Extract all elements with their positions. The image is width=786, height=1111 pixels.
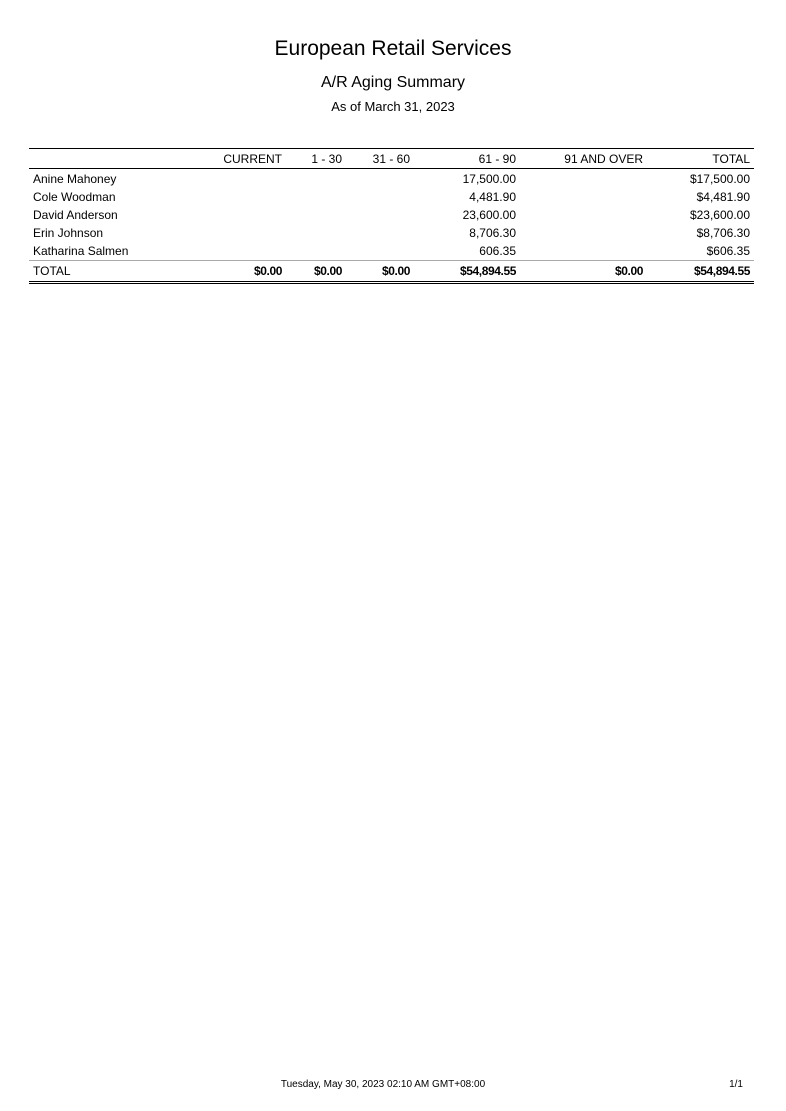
cell-current bbox=[217, 169, 286, 189]
footer-page-number: 1/1 bbox=[729, 1079, 743, 1090]
total-1-30: $0.00 bbox=[286, 261, 346, 283]
cell-91-and-over bbox=[520, 169, 647, 189]
cell-total: $8,706.30 bbox=[696, 226, 750, 240]
cell-61-90: 8,706.30 bbox=[469, 226, 516, 240]
total-91-and-over: $0.00 bbox=[520, 261, 647, 283]
cell-61-90: 606.35 bbox=[479, 244, 516, 258]
column-header-1-30: 1 - 30 bbox=[286, 149, 346, 169]
cell-total: $606.35 bbox=[706, 244, 750, 258]
customer-name: Katharina Salmen bbox=[33, 244, 129, 258]
customer-name: Anine Mahoney bbox=[33, 172, 117, 186]
total-current: $0.00 bbox=[217, 261, 286, 283]
total-31-60: $0.00 bbox=[346, 261, 414, 283]
cell-31-60 bbox=[346, 242, 414, 261]
cell-31-60 bbox=[346, 224, 414, 242]
column-header-current: CURRENT bbox=[217, 149, 286, 169]
column-header-61-90: 61 - 90 bbox=[414, 149, 520, 169]
column-header-customer bbox=[29, 149, 217, 169]
cell-91-and-over bbox=[520, 188, 647, 206]
aging-summary-table bbox=[29, 148, 754, 284]
cell-1-30 bbox=[286, 188, 346, 206]
cell-91-and-over bbox=[520, 242, 647, 261]
footer-timestamp: Tuesday, May 30, 2023 02:10 AM GMT+08:00 bbox=[280, 1079, 486, 1090]
cell-current bbox=[217, 224, 286, 242]
cell-61-90: 17,500.00 bbox=[462, 172, 516, 186]
report-date: As of March 31, 2023 bbox=[331, 99, 455, 114]
customer-name: David Anderson bbox=[33, 208, 118, 222]
table-row bbox=[29, 188, 754, 206]
cell-91-and-over bbox=[520, 206, 647, 224]
total-row bbox=[29, 261, 754, 283]
table-row bbox=[29, 206, 754, 224]
cell-61-90: 23,600.00 bbox=[462, 208, 516, 222]
cell-current bbox=[217, 242, 286, 261]
column-header-total: TOTAL bbox=[647, 149, 754, 169]
cell-current bbox=[217, 206, 286, 224]
cell-31-60 bbox=[346, 169, 414, 189]
customer-name: Cole Woodman bbox=[33, 190, 116, 204]
table-header-row bbox=[29, 149, 754, 169]
cell-total: $23,600.00 bbox=[689, 208, 750, 222]
cell-31-60 bbox=[346, 206, 414, 224]
total-61-90: $54,894.55 bbox=[414, 261, 520, 283]
table-row bbox=[29, 169, 754, 189]
column-header-91-and-over: 91 AND OVER bbox=[520, 149, 647, 169]
customer-name: Erin Johnson bbox=[33, 226, 104, 240]
table-row bbox=[29, 224, 754, 242]
cell-31-60 bbox=[346, 188, 414, 206]
table-row bbox=[29, 242, 754, 261]
cell-1-30 bbox=[286, 206, 346, 224]
cell-total: $4,481.90 bbox=[696, 190, 750, 204]
report-title: A/R Aging Summary bbox=[320, 74, 466, 91]
cell-61-90: 4,481.90 bbox=[469, 190, 516, 204]
total-total: $54,894.55 bbox=[647, 261, 754, 283]
cell-1-30 bbox=[286, 224, 346, 242]
cell-91-and-over bbox=[520, 224, 647, 242]
cell-total: $17,500.00 bbox=[689, 172, 750, 186]
cell-current bbox=[217, 188, 286, 206]
cell-1-30 bbox=[286, 169, 346, 189]
aging-table-container bbox=[29, 148, 754, 284]
cell-1-30 bbox=[286, 242, 346, 261]
total-label: TOTAL bbox=[29, 261, 217, 283]
column-header-31-60: 31 - 60 bbox=[346, 149, 414, 169]
company-name: European Retail Services bbox=[274, 37, 512, 60]
